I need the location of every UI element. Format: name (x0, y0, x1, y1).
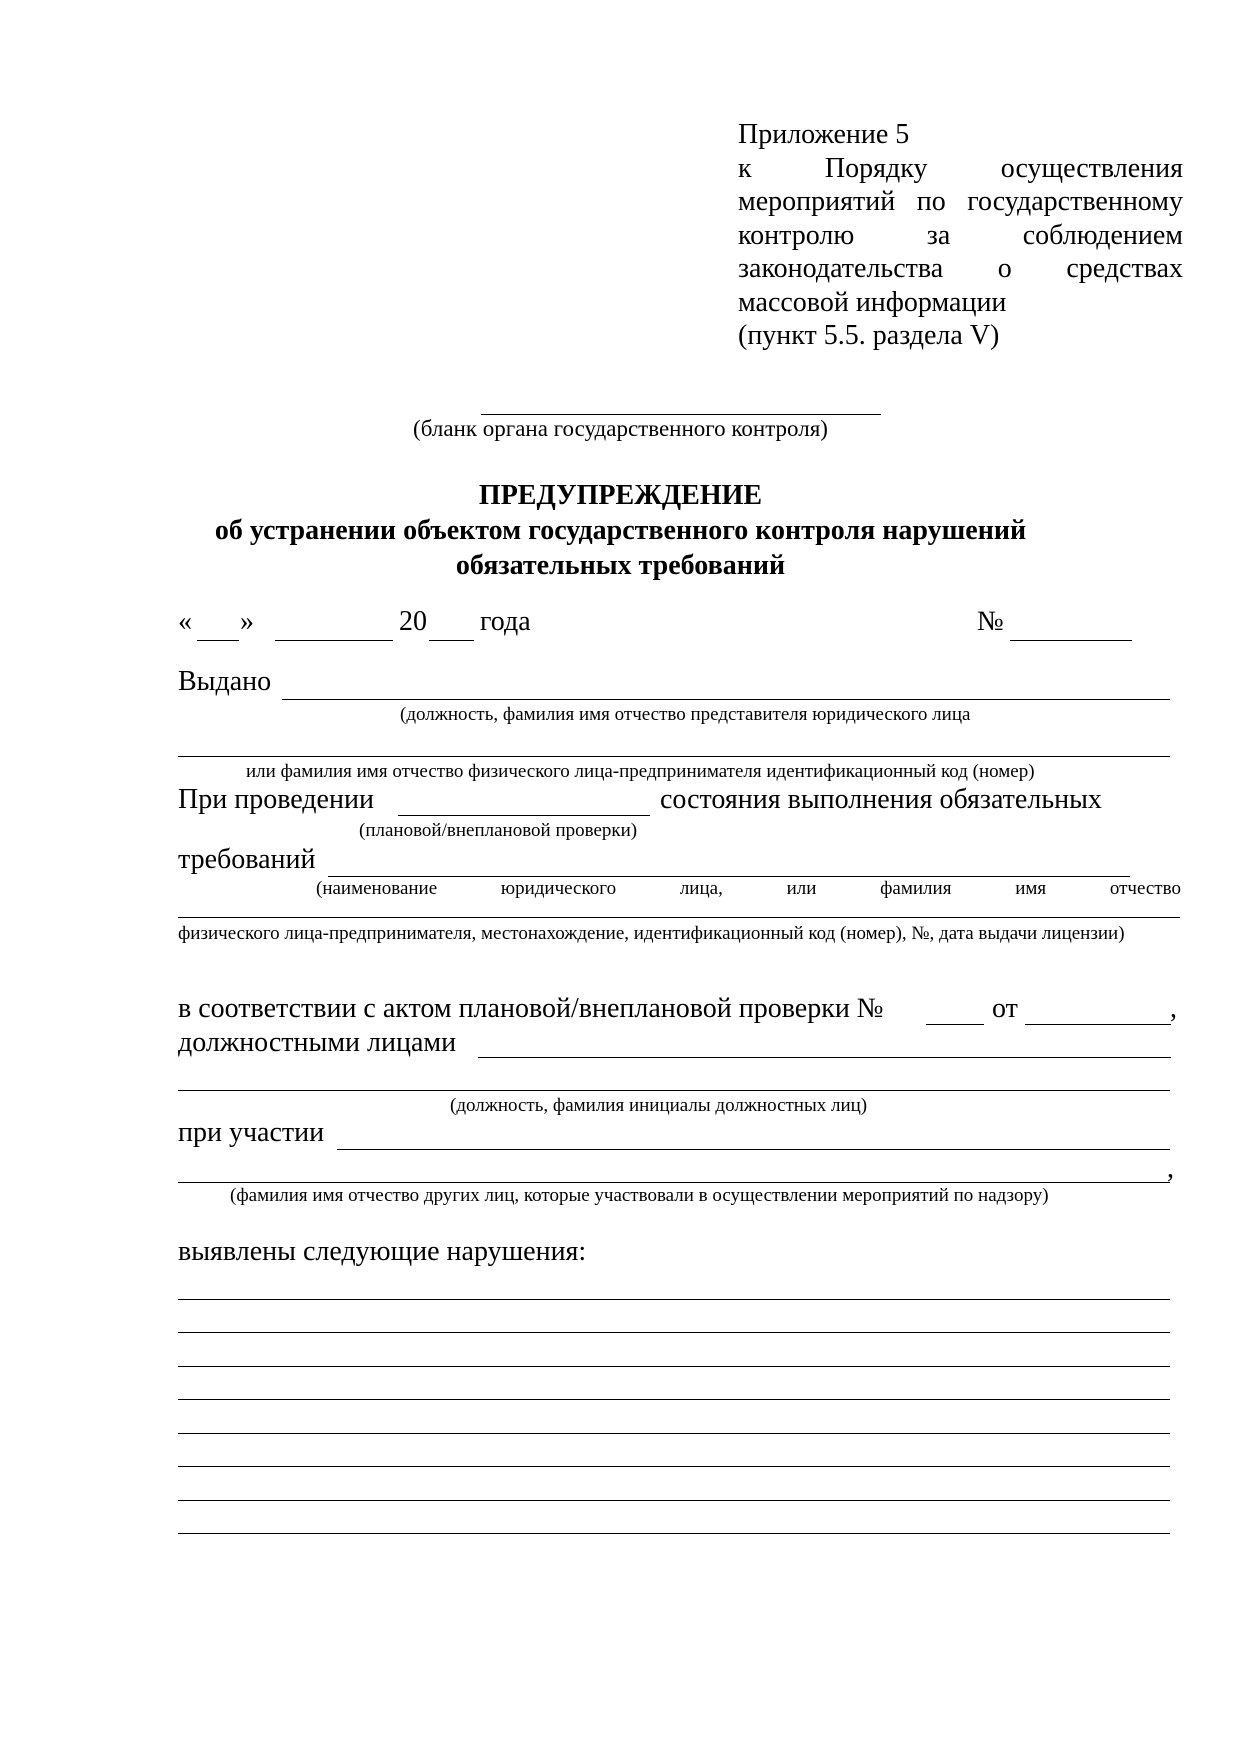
caption-word: отчество (1109, 878, 1181, 899)
issued-to-field-2[interactable] (178, 756, 1170, 757)
caption-word: лица, (679, 878, 723, 899)
appendix-line: Приложение 5 (738, 119, 910, 150)
letterhead-caption: (бланк органа государственного контроля) (413, 416, 828, 441)
year-field[interactable] (429, 640, 474, 641)
appendix-line: законодательства о средствах (738, 253, 1183, 284)
document-title: ПРЕДУПРЕЖДЕНИЕ (478, 480, 763, 511)
violations-line[interactable] (178, 1332, 1170, 1333)
violations-label: выявлены следующие нарушения: (178, 1236, 587, 1267)
caption-word: (наименование (316, 878, 438, 899)
caption-word: юридического (500, 878, 617, 899)
officials-caption: (должность, фамилия инициалы должностных лиц) (450, 1095, 868, 1116)
act-comma: , (1170, 993, 1177, 1024)
month-field[interactable] (275, 640, 393, 641)
issued-to-field[interactable] (282, 699, 1170, 700)
date-close-quote: » (240, 606, 254, 637)
day-field[interactable] (197, 640, 239, 641)
appendix-line: к Порядку осуществления (738, 152, 1183, 184)
entity-caption-row (316, 878, 1181, 900)
document-number-field[interactable] (1010, 640, 1132, 641)
document-subtitle: обязательных требований (455, 550, 786, 581)
participants-field-2[interactable] (178, 1182, 1170, 1183)
violations-line[interactable] (178, 1399, 1170, 1400)
officials-label: должностными лицами (178, 1027, 457, 1058)
caption-word: фамилия (880, 878, 952, 899)
issued-caption: (должность, фамилия имя отчество представителя юридического лица (400, 704, 971, 725)
caption-word: или (786, 878, 817, 899)
entity-name-field-2[interactable] (178, 917, 1180, 918)
appendix-block (738, 118, 1183, 353)
officials-field[interactable] (478, 1057, 1171, 1058)
year-prefix: 20 (399, 606, 427, 637)
inspection-label: При проведении (178, 784, 374, 815)
date-open-quote: « (178, 606, 192, 637)
caption-word: имя (1015, 878, 1047, 899)
letterhead-field[interactable] (481, 414, 881, 415)
entity-name-field[interactable] (328, 876, 1130, 877)
inspection-label-end: состояния выполнения обязательных (660, 784, 1102, 815)
issued-caption: или фамилия имя отчество физического лица-предпринимателя идентификационный код (номер) (246, 761, 1035, 782)
inspection-caption: (плановой/внеплановой проверки) (359, 820, 638, 841)
violations-line[interactable] (178, 1433, 1170, 1434)
violations-line[interactable] (178, 1500, 1170, 1501)
violations-line[interactable] (178, 1299, 1170, 1300)
officials-field-2[interactable] (178, 1090, 1170, 1091)
appendix-line: мероприятий по государственному (738, 186, 1183, 217)
appendix-line: (пункт 5.5. раздела V) (738, 320, 1000, 351)
issued-label: Выдано (178, 666, 272, 697)
appendix-line: массовой информации (738, 286, 1007, 318)
document-subtitle: об устранении объектом государственного контроля нарушений (214, 515, 1027, 546)
appendix-line: контролю за соблюдением (738, 219, 1183, 251)
participants-field[interactable] (337, 1149, 1170, 1150)
act-text: в соответствии с актом плановой/внеплановой проверки № (178, 993, 884, 1024)
act-from-label: от (992, 993, 1018, 1024)
participation-caption: (фамилия имя отчество других лиц, которые участвовали в осуществлении мероприятий по надзору) (230, 1185, 1049, 1206)
inspection-type-field[interactable] (398, 815, 650, 816)
requirements-label: требований (178, 844, 316, 875)
act-date-field[interactable] (1025, 1024, 1171, 1025)
violations-line[interactable] (178, 1533, 1170, 1534)
entity-caption-para: физического лица-предпринимателя, местонахождение, идентификационный код (номер), №, дата выдачи лицензии) (178, 923, 1125, 944)
number-sign: № (977, 606, 1004, 637)
participation-comma: , (1167, 1153, 1174, 1184)
violations-line[interactable] (178, 1466, 1170, 1467)
participation-label: при участии (178, 1117, 325, 1148)
year-suffix: года (480, 606, 531, 637)
violations-line[interactable] (178, 1366, 1170, 1367)
act-number-field[interactable] (926, 1024, 984, 1025)
